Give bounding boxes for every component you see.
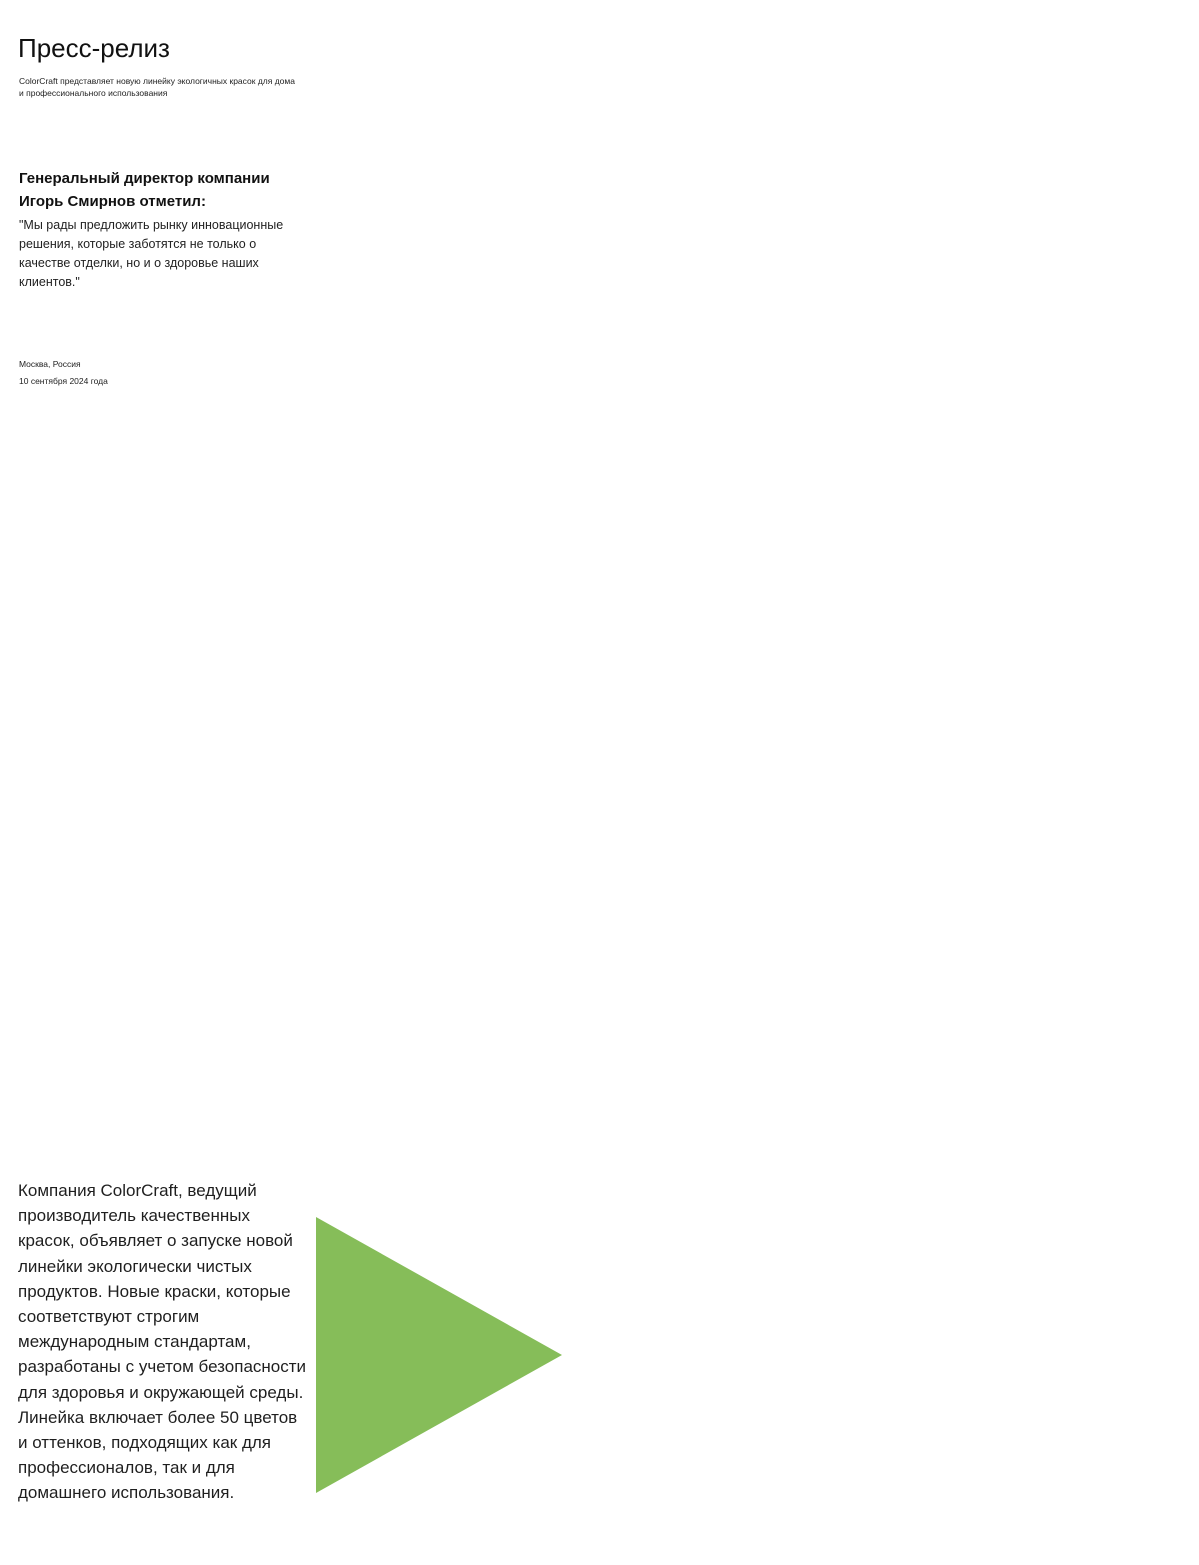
quote-text: "Мы рады предложить рынку инновационные решения, которые заботятся не только о качестве отделки, но и о здоровье наших клиентов." <box>19 218 284 289</box>
quote-heading: Генеральный директор компании Игорь Смирнов отметил: <box>19 170 270 210</box>
triangle-shape <box>316 1217 562 1493</box>
body-paragraph: Компания ColorCraft, ведущий производитель качественных красок, объявляет о запуске новой линейки экологически чистых продуктов. Новые краски, которые соответствуют строгим международным стандартам, разработаны с учетом безопасности для здоровья и окружающей среды. Линейка включает более 50 цветов и оттенков, подходящих как для профессионалов, так и для домашнего использования. <box>18 1181 307 1503</box>
dateline-date: 10 сентября 2024 года <box>19 376 108 386</box>
page-title: Пресс-релиз <box>18 33 170 63</box>
page-subtitle: ColorCraft представляет новую линейку экологичных красок для дома и профессионального использования <box>19 76 295 98</box>
dateline-location: Москва, Россия <box>19 359 81 369</box>
decorative-triangle <box>316 1217 562 1493</box>
triangle-right-icon <box>316 1217 562 1493</box>
